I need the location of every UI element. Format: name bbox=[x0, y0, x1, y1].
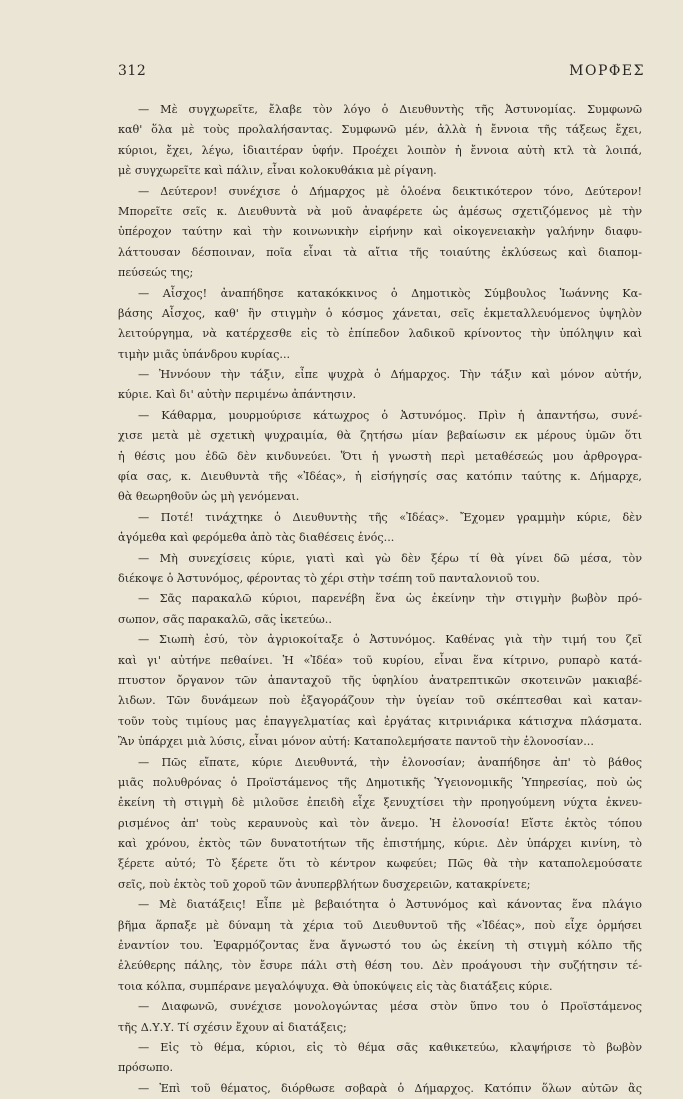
text-line: ἡ θέσις μου ἐδῶ δὲν κινδυνεύει. Ὅτι ἡ γνωστὴ περὶ μεταθέσεώς μου ἀρθρογρα- bbox=[118, 449, 642, 463]
text-line: καθ' ὅλα μὲ τοὺς προλαλήσαντας. Συμφωνῶ μέν, ἀλλὰ ἡ ἔννοια τῆς τάξεως ἔχει, bbox=[118, 123, 642, 137]
text-line: τιμὴν μιᾶς ὑπάνδρου κυρίας... bbox=[118, 347, 291, 361]
text-line: — Σιωπὴ ἐσύ, τὸν ἀγριοκοίταξε ὁ Ἀστυνόμος. Καθένας γιὰ τὴν τιμή του ζεῖ bbox=[138, 633, 642, 647]
text-line: ἐκείνη τὴ στιγμὴ δὲ μιλοῦσε ἐπειδὴ εἶχε ξενυχτίσει τὴν προηγούμενη νύχτα ἐκνευ- bbox=[118, 796, 642, 810]
text-line: — Σᾶς παρακαλῶ κύριοι, παρενέβη ἕνα ὡς ἐκείνην τὴν στιγμὴν βωβὸν πρό- bbox=[138, 592, 642, 606]
text-line: λάττουσαν δέσποιναν, ποῖα εἶναι τὰ αἴτια τῆς τοιαύτης ἐκλύσεως καὶ διαπομ- bbox=[118, 245, 642, 259]
page-number: 312 bbox=[118, 63, 147, 79]
text-line: Ἂν ὑπάρχει μιὰ λύσις, εἶναι μόνον αὐτή: Καταπολεμήσατε παντοῦ τὴν ἐλονοσίαν... bbox=[118, 735, 594, 749]
page-body-text bbox=[118, 100, 642, 1099]
text-line: θὰ θεωρηθοῦν ὡς μὴ γενόμεναι. bbox=[118, 490, 300, 504]
text-line: βάσης Αἶσχος, καθ' ἣν στιγμὴν ὁ κόσμος χάνεται, σεῖς ἐκμεταλλευόμενος ὑψηλὸν bbox=[118, 306, 642, 320]
text-line: μὲ συγχωρεῖτε καὶ πάλιν, εἶναι κολοκυθάκια μὲ ρίγανη. bbox=[118, 164, 437, 178]
text-line: πρόσωπο. bbox=[118, 1061, 174, 1075]
text-line: — Ποτέ! τινάχτηκε ὁ Διευθυντὴς τῆς «Ἰδέας». Ἔχομεν γραμμὴν κύριε, δὲν bbox=[138, 510, 642, 524]
text-line: φία σας, κ. Διευθυντὰ τῆς «Ἰδέας», ἡ εἰσήγησίς σας κατόπιν ταύτης κ. Δήμαρχε, bbox=[118, 470, 642, 484]
running-title: ΜΟΡΦΕΣ bbox=[569, 63, 645, 79]
text-line: κύριε. Καὶ δι' αὐτὴν περιμένω ἀπάντησιν. bbox=[118, 388, 357, 402]
text-line: βῆμα ἅρπαξε μὲ δύναμη τὰ χέρια τοῦ Διευθυντοῦ τῆς «Ἰδέας», ποὺ εἶχε ὁρμήσει bbox=[118, 918, 642, 932]
text-line: διέκοψε ὁ Ἀστυνόμος, φέροντας τὸ χέρι στὴν τσέπη τοῦ πανταλονιοῦ του. bbox=[118, 571, 540, 585]
text-line: ἐλεύθερης πάλης, τὸν ἔσυρε πάλι στὴ θέση του. Δὲν προάγουσι τὴν συζήτησιν τέ- bbox=[118, 959, 642, 973]
text-line: — Εἰς τὸ θέμα, κύριοι, εἰς τὸ θέμα σᾶς καθικετεύω, κλαψήρισε τὸ βωβὸν bbox=[138, 1040, 642, 1054]
text-line: σωπον, σᾶς παρακαλῶ, σᾶς ἱκετεύω.. bbox=[118, 612, 332, 626]
text-line: καὶ χρόνου, ἐκτὸς τῶν δυνατοτήτων τῆς ἐπιστήμης, κύριε. Δὲν ὑπάρχει κινίνη, τὸ bbox=[118, 837, 642, 851]
text-line: τοια κόλπα, συμπέρανε μεγαλόψυχα. Θὰ ὑποκύψεις εἰς τὰς διατάξεις κύριε. bbox=[118, 979, 553, 993]
text-line: ξέρετε αὐτό; Τὸ ξέρετε ὅτι τὸ κέντρον κωφεύει; Πῶς θὰ τὴν καταπολεμούσατε bbox=[118, 857, 642, 871]
text-line: Μπορεῖτε σεῖς κ. Διευθυντὰ νὰ μοῦ ἀναφέρετε ὡς ἀμέσως σχετιζόμενος μὲ τὴν bbox=[118, 204, 642, 218]
page-header bbox=[118, 63, 645, 79]
text-line: — Αἶσχος! ἀναπήδησε κατακόκκινος ὁ Δημοτικὸς Σύμβουλος Ἰωάννης Κα- bbox=[138, 286, 642, 300]
text-line: — Πῶς εἴπατε, κύριε Διευθυντά, τὴν ἐλονοσίαν; ἀναπήδησε ἀπ' τὸ βάθος bbox=[138, 755, 642, 769]
text-line: ἐναντίον του. Ἐφαρμόζοντας ἕνα ἄγνωστό του ὡς ἐκείνη τὴ στιγμὴ κόλπο τῆς bbox=[118, 939, 642, 953]
text-line: χισε μετὰ μὲ σχετικὴ ψυχραιμία, θὰ ζητήσω μίαν βεβαίωσιν εκ μέρους ὑμῶν ὅτι bbox=[118, 429, 642, 443]
text-line: — Μὴ συνεχίσεις κύριε, γιατὶ καὶ γὼ δὲν ξέρω τί θὰ γίνει δῶ μέσα, τὸν bbox=[138, 551, 642, 565]
text-line: — Δεύτερον! συνέχισε ὁ Δήμαρχος μὲ ὁλοένα δεικτικότερον τόνο, Δεύτερον! bbox=[138, 184, 642, 198]
text-line: ἀγόμεθα καὶ φερόμεθα ἀπὸ τὰς διαθέσεις ἑνός... bbox=[118, 531, 395, 545]
text-line: σεῖς, ποὺ ἐκτὸς τοῦ χοροῦ τῶν ἀνυπερβλήτων δυσχερειῶν, κατακρίνετε; bbox=[118, 877, 531, 891]
text-line: τῆς Δ.Υ.Υ. Τί σχέσιν ἔχουν αἱ διατάξεις; bbox=[118, 1020, 347, 1034]
text-line: — Κάθαρμα, μουρμούρισε κάτωχρος ὁ Ἀστυνόμος. Πρὶν ἡ ἀπαντήσω, συνέ- bbox=[138, 408, 642, 422]
text-line: πτυστον ὄργανον τῶν ἁπανταχοῦ τῆς ὑφηλίου ἀνατρεπτικῶν σκοτεινῶν μακιαβέ- bbox=[118, 673, 642, 687]
text-line: ὑπέροχον ταύτην καὶ τὴν κοινωνικὴν εἰρήνην καὶ οἰκογενειακὴν γαλήνην διαφυ- bbox=[118, 225, 642, 239]
text-line: καὶ γι' αὐτήνε πεθαίνει. Ἡ «Ἰδέα» τοῦ κυρίου, εἶναι ἕνα κίτρινο, ρυπαρὸ κατά- bbox=[118, 653, 642, 667]
text-line: — Διαφωνῶ, συνέχισε μονολογώντας μέσα στὸν ὕπνο του ὁ Προϊστάμενος bbox=[138, 1000, 642, 1014]
text-line: — Μὲ διατάξεις! Εἶπε μὲ βεβαιότητα ὁ Ἀστυνόμος καὶ κάνοντας ἕνα πλάγιο bbox=[138, 898, 642, 912]
text-line: — Ἠννόουν τὴν τάξιν, εἶπε ψυχρὰ ὁ Δήμαρχος. Τὴν τάξιν καὶ μόνον αὐτήν, bbox=[138, 368, 642, 382]
text-line: μιᾶς πολυθρόνας ὁ Προϊστάμενος τῆς Δημοτικῆς Ὑγειονομικῆς Ὑπηρεσίας, ποὺ ὡς bbox=[118, 775, 642, 789]
text-line: — Μὲ συγχωρεῖτε, ἔλαβε τὸν λόγο ὁ Διευθυντὴς τῆς Ἀστυνομίας. Συμφωνῶ bbox=[138, 103, 642, 116]
text-line: ρισμένος ἀπ' τοὺς κεραυνοὺς καὶ τὸν ἄνεμο. Ἡ ἐλονοσία! Εἴστε ἐκτὸς τόπου bbox=[118, 816, 642, 830]
text-line: — Ἐπὶ τοῦ θέματος, διόρθωσε σοβαρὰ ὁ Δήμαρχος. Κατόπιν ὅλων αὐτῶν ἂς bbox=[138, 1081, 642, 1095]
text-line: τοῦν τοὺς τιμίους μας ἐπαγγελματίας καὶ ἐργάτας κιτρινιάρικα κάτισχνα πλάσματα. bbox=[118, 714, 642, 728]
text-line: κύριοι, ἔχει, λέγω, ἰδιαιτέραν ὑφήν. Προέχει λοιπὸν ἡ ἔννοια αὐτὴ κτλ τὰ λοιπά, bbox=[118, 143, 642, 157]
text-line: πεύσεώς της; bbox=[118, 266, 194, 280]
text-line: λιδων. Τῶν δυνάμεων ποὺ ἐξαγοράζουν τὴν ὑγείαν τοῦ σκέπτεσθαι καὶ καταν- bbox=[118, 694, 642, 708]
text-line: λειτούργημα, νὰ κατέρχεσθε εἰς τὸ ἐπίπεδον λαδικοῦ κρίνοντος τὴν ὑπόληψιν καὶ bbox=[118, 327, 642, 341]
